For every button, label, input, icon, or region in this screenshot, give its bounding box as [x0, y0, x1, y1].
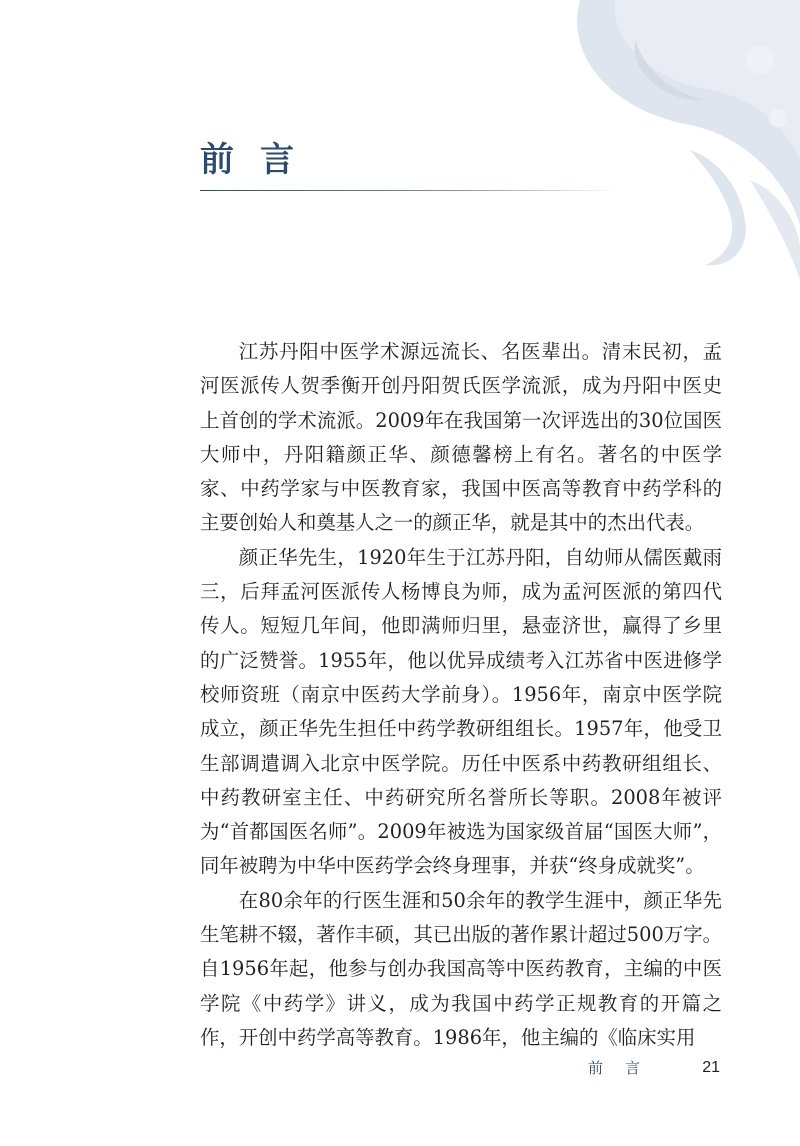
decorative-swirl-ornament [540, 0, 800, 280]
title-underline-rule [200, 190, 620, 191]
body-text [200, 335, 722, 1055]
page-number: 21 [702, 1059, 720, 1076]
page-footer [0, 1054, 800, 1084]
running-title: 前言 [587, 1059, 662, 1077]
paragraph: 在80余年的行医生涯和50余年的教学生涯中，颜正华先生笔耕不辍，著作丰硕，其已出版的著作累计超过500万字。自1956年起，他参与创办我国高等中医药教育，主编的中医学院《中药学》讲义，成为我国中药学正规教育的开篇之作，开创中药学高等教育。1986年，他主编的《临床实用 [200, 888, 722, 1049]
paragraph: 江苏丹阳中医学术源远流长、名医辈出。清末民初，孟河医派传人贺季衡开创丹阳贺氏医学流派，成为丹阳中医史上首创的学术流派。2009年在我国第一次评选出的30位国医大师中，丹阳籍颜正华、颜德馨榜上有名。著名的中医学家、中药学家与中医教育家，我国中医高等教育中药学科的主要创始人和奠基人之一的颜正华，就是其中的杰出代表。 [200, 340, 722, 535]
paragraph: 颜正华先生，1920年生于江苏丹阳，自幼师从儒医戴雨三，后拜孟河医派传人杨博良为师，成为孟河医派的第四代传人。短短几年间，他即满师归里，悬壶济世，赢得了乡里的广泛赞誉。1955年，他以优异成绩考入江苏省中医进修学校师资班（南京中医药大学前身）。1956年，南京中医学院成立，颜正华先生担任中药学教研组组长。1957年，他受卫生部调遣调入北京中医学院。历任中医系中药教研组组长、中药教研室主任、中药研究所名誉所长等职。2008年被评为“首都国医名师”。2009年被选为国家级首届“国医大师”，同年被聘为中华中医药学会终身理事，并获“终身成就奖”。 [200, 545, 722, 878]
chapter-title: 前言 [200, 140, 320, 180]
